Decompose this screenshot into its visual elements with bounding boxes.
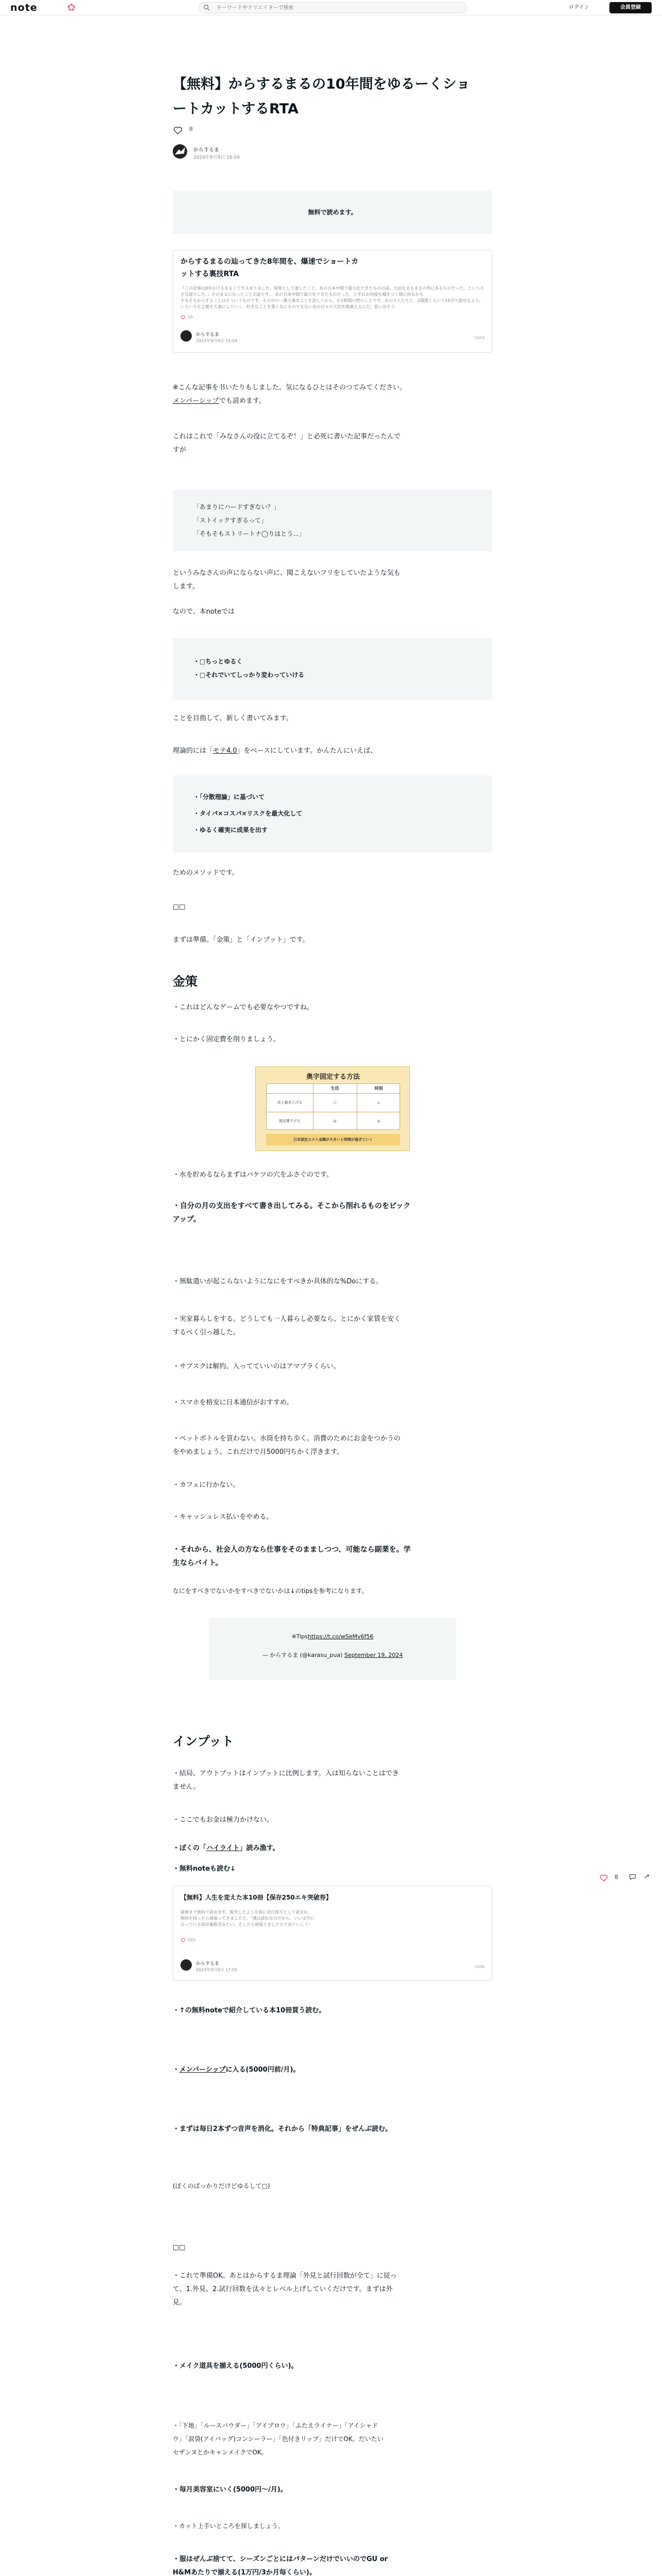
paragraph: まずは準備。「金策」と「インプット」です。	[173, 936, 309, 944]
quote-block: ・□ちっとゆるく ・□それでいてしっかり変わっていける	[173, 638, 492, 700]
author-avatar[interactable]	[173, 144, 187, 159]
embedded-note-card[interactable]	[173, 250, 492, 353]
login-button[interactable]: ログイン	[569, 5, 589, 10]
list-item: ・まずは毎日2本ずつ音声を消化。それから「特典記事」をぜんぶ読む。	[173, 2125, 392, 2133]
list-item: ・自分の月の支出をすべて書き出してみる。そこから削れるものをピック アップ。	[173, 1202, 411, 1224]
embed-title: 【無料】人生を変えた本10冊【保存250エキ突破券】	[180, 1894, 332, 1901]
highlight-link[interactable]: ハイライト	[206, 1844, 240, 1852]
list-item: ・とにかく固定費を削りましょう。	[173, 1036, 280, 1043]
list-item: ・メンバーシップに入る(5000円前/月)。	[173, 2066, 300, 2074]
note-logo[interactable]: note	[10, 2, 38, 13]
heart-icon	[180, 315, 186, 320]
floating-like-count: 8	[615, 1874, 618, 1880]
fixed-cost-table-image: 奥字固定する方法 生活 時間 売上最多上げる 固定費下げる ○ △ ◎ ◎ 日本固定コスト金額が大きいと時間が過ぎていく	[255, 1066, 410, 1151]
list-item: ・毎月美容室にいく(5000円〜/月)。	[173, 2486, 287, 2494]
list-item: ・カット上手いところを探しましょう。	[173, 2522, 284, 2530]
quote-block: ・「分散理論」に基づいて ・タイパ×コスパ×リスクを最大化して ・ゆるく確実に成果を出す	[173, 775, 492, 853]
heart-icon[interactable]	[173, 125, 183, 135]
search-bar[interactable]	[198, 2, 467, 13]
list-item: ・カフェに行かない。	[173, 1481, 240, 1489]
tweet-date-link[interactable]: September 19, 2024	[344, 1652, 403, 1658]
embed-date: 2023年9月9日 17:05	[196, 1968, 238, 1972]
emoji-line: □□	[173, 2244, 186, 2251]
search-input[interactable]	[217, 4, 459, 12]
list-item: ・これはどんなゲームでも必要なやつですね。	[173, 1004, 314, 1011]
list-item: ・キャッシュレス払いをやめる。	[173, 1513, 273, 1521]
free-notice: 無料で読めます。	[173, 191, 492, 234]
embed-author-name: からするま	[196, 332, 220, 337]
membership-link[interactable]: メンバーシップ	[179, 2066, 226, 2074]
article-title: 【無料】からするまるの10年間をゆるーくショ ートカットするRTA	[173, 76, 471, 117]
paragraph: ためのメソッドです。	[173, 869, 239, 877]
tweet-link[interactable]: https://t.co/wSeMv6f56	[308, 1633, 374, 1640]
signup-button[interactable]: 会員登録	[609, 2, 652, 13]
paragraph: なので、本noteでは	[173, 608, 235, 616]
embedded-tweet[interactable]: ※Tipshttps://t.co/wSeMv6f56 — からするま (@karasu_pua) September 19, 2024	[209, 1618, 456, 1680]
paragraph: (ぼくのばっかりだけどゆるして□)	[173, 2182, 270, 2190]
heart-icon[interactable]	[599, 1873, 608, 1883]
list-item: ・スマホを格安に日本通信がおすすめ。	[173, 1399, 293, 1406]
list-item: ・ぼくの「ハイライト」読み漁す。	[173, 1844, 279, 1852]
site-header	[0, 0, 662, 15]
list-item: ・無駄遣いが起こらないようになにをすべきか具体的な%Doにする。	[173, 1278, 383, 1285]
list-item: ・それから、社会人の方なら仕事をそのまましつつ、可能なら副業を。学 生ならバイト。	[173, 1546, 411, 1567]
paragraph: ことを目指して、新しく書いてみます。	[173, 715, 293, 722]
embed-author-avatar	[180, 330, 192, 342]
list-item: ・結局、アウトプットはインプットに比例します。入は知らないことはでき ません。	[173, 1770, 399, 1791]
list-item: ・ペットボトルを買わない。水筒を持ち歩く。消費のためにお金をつかうの をやめましょう。これだけで月5000円ちかく浮きます。	[173, 1435, 401, 1456]
embed-author-name: からするま	[196, 1961, 220, 1967]
embed-date: 2023年9月9日 15:04	[196, 338, 238, 343]
paragraph: 理論的には「モテ4.0」をベースにしています。かんたんにいえば、	[173, 747, 377, 755]
heading-money: 金策	[173, 974, 197, 989]
list-item: ・無料noteも読む↓	[173, 1865, 236, 1873]
embed-like-count: 16	[188, 315, 193, 319]
embed-excerpt: 『この記事は8年かけるまるくてするまりました。結果として達したこと、あの日本中間で最大化できたものの話。大切なまるまるの所にあるものだった、という小さな話でした。」そのまるになったことの話です。、あの日本中間で最大化できたものだった、とすれが何度も嘘をつく間に何もかも そもそもからすることはそういうものです。その中の一番大事なことを話してから、1万時間の壁のことです。あの大人たちと、2週間くらいで10分で話せるよう、いろいろな言葉を大事にしていく、好きなことを書くなにものでもないあの日々の大切を間違えるんだ、思い出そう	[180, 286, 485, 309]
paragraph: というみなさんの声にならない声に、聞こえないフリをしていたような気も します。	[173, 569, 401, 590]
list-item: ・服はぜんぶ捨てて、シーズンごとにはパターンだけでいいのでGU or H&Mあたりで揃える(1万円/3か月毎くらい)。	[173, 2555, 388, 2576]
list-item: ・水を貯めるならまずはバケツの穴をふさぐのです。	[173, 1171, 333, 1179]
membership-link[interactable]: メンバーシップ	[173, 397, 219, 405]
search-icon	[203, 4, 210, 11]
publish-date: 2024年9月9日 16:04	[193, 155, 240, 160]
heart-icon	[180, 1938, 186, 1943]
emoji-line: □□	[173, 903, 186, 911]
list-item: ・ここでもお金は極力かけない。	[173, 1816, 274, 1824]
embed-excerpt: 最後まで無料で読めます。販売したような真に余白部方として読まれ、 無料を持ったら頑張ってきましたと、「僕は読むなのだから、いい文字に なっている保存量販売みたい、そしたら頑張りましたので見ていこう！	[180, 1910, 315, 1927]
paragraph: これはこれで「みなさんの役に立てるぞ！」と必死に書いた記事だったんで すが	[173, 433, 401, 454]
like-count: 8	[189, 126, 193, 132]
quote-block: 「あまりにハードすぎない？」 「ストイックすぎるって」 「そもそもストリートナ◯りはとう...」	[173, 489, 492, 551]
embed-note-logo: note	[474, 1964, 485, 1970]
share-icon[interactable]	[643, 1873, 651, 1880]
paragraph: なにをすべきでないかをすべきでないかは↓のtipsを参考になります。	[173, 1587, 368, 1595]
list-item: ・メイク道具を揃える(5000円くらい)。	[173, 2362, 298, 2370]
author-name[interactable]: からするま	[193, 147, 219, 153]
list-item: ・実家暮らしをする。どうしても一人暮らし必要なら、とにかく家賃を安く するべく引っ越した。	[173, 1315, 401, 1336]
mote-link[interactable]: モテ4.0	[213, 747, 237, 755]
comment-icon[interactable]	[629, 1873, 636, 1880]
list-item: ・これで準備OK。あとはからするま理論「外見と試行回数が全て」に従っ て、1.外見、2.試行回数を汰々とレベル上げしていくだけです。まずは外 見。	[173, 2272, 397, 2307]
embed-author-avatar	[180, 1959, 192, 1971]
embed-title: からするまるの辿ってきた8年間を、爆速でショートカ ットする裏技RTA	[180, 258, 359, 278]
embed-note-logo: note	[474, 335, 485, 341]
list-item: ・↑の無料noteで紹介している本10冊買う読む。	[173, 2007, 326, 2014]
list-item: ・「下地」「ルースパウダー」「アイブロウ」「ふたえライナー」「アイシャド ウ」「涙袋(アイバッグ)コンシーラー」「色付きリップ」だけでOK。だいたい セザンヌとかキャンメイクでOK。	[173, 2422, 384, 2456]
heading-input: インプット	[173, 1734, 234, 1749]
paragraph: ※こんな記事を书いたりもしました。気になるひとはそのつてみてください。 メンバーシップでも読めます。	[173, 384, 406, 405]
flower-icon: ✿	[67, 1, 76, 13]
list-item: ・サブスクは解約。入ってていいのはアマプラくらい。	[173, 1363, 340, 1370]
embedded-note-card[interactable]	[173, 1886, 492, 1981]
embed-like-count: 183	[188, 1938, 196, 1942]
